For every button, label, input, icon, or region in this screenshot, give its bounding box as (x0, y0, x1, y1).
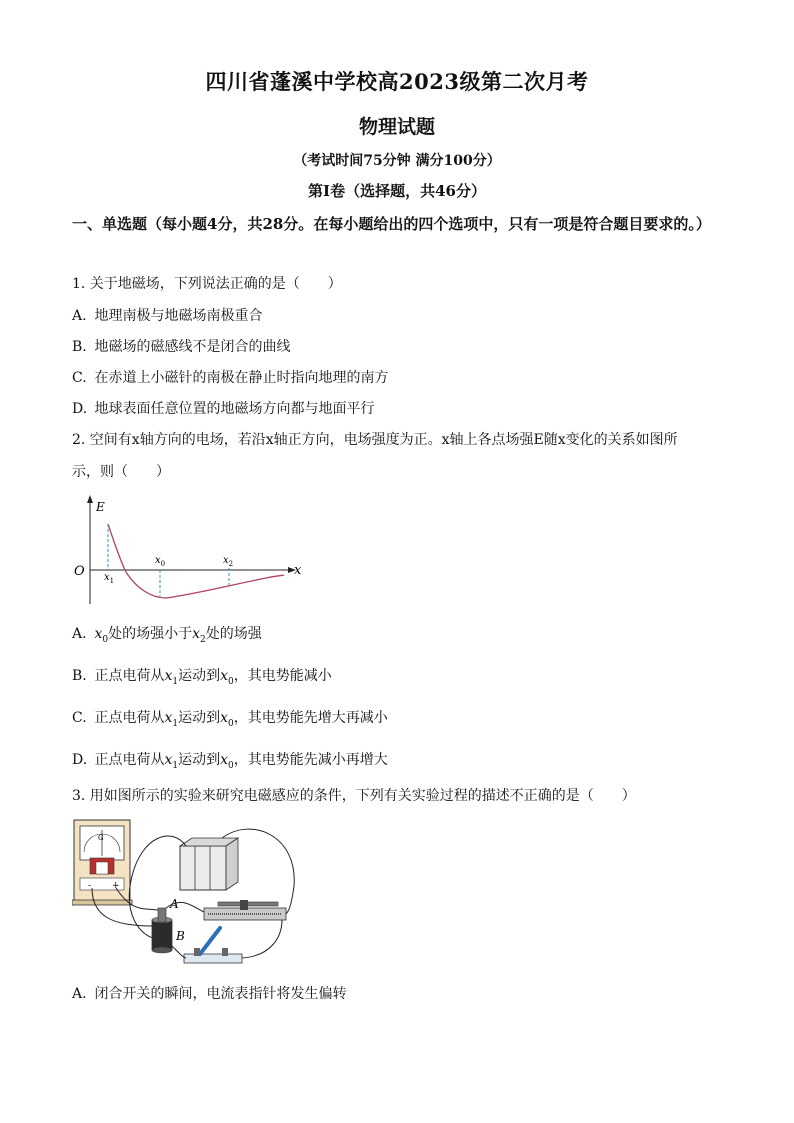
knife-switch (184, 928, 242, 963)
q1-option-d[interactable] (72, 399, 732, 419)
galvanometer (72, 820, 132, 905)
option-text: 地磁场的磁感线不是闭合的曲线 (94, 339, 291, 355)
q1-option-b[interactable] (72, 337, 732, 357)
q1-option-a[interactable] (72, 306, 732, 326)
option-letter: C. (72, 710, 87, 726)
option-text: 地理南极与地磁场南极重合 (94, 308, 263, 324)
option-text: 地球表面任意位置的地磁场方向都与地面平行 (94, 401, 375, 417)
x0-label: $x_0$ (155, 555, 166, 568)
electromagnetic-induction-apparatus (72, 816, 312, 972)
rheostat (204, 900, 286, 920)
section-heading: 一、单选题（每小题4分，共28分。在每小题给出的四个选项中，只有一项是符合题目要求的。） (72, 215, 711, 233)
option-letter: D. (72, 401, 88, 417)
q2-stem-line2: 示，则（ ） (72, 464, 170, 480)
q3-stem: 3. 用如图所示的实验来研究电磁感应的条件，下列有关实验过程的描述不正确的是（ ） (72, 788, 636, 804)
option-letter: B. (72, 339, 87, 355)
q2-stem-line1: 2. 空间有x轴方向的电场，若沿x轴正方向，电场强度为正。x轴上各点场强E随x变化的关系如图所 (72, 432, 678, 448)
option-letter: C. (72, 370, 87, 386)
option-letter: A. (72, 986, 87, 1002)
exam-info: （考试时间75分钟 满分100分） (293, 153, 501, 169)
option-letter: D. (72, 752, 88, 768)
q2-option-c[interactable]: C. 正点电荷从$x_1$运动到$x_0$，其电势能先增大再减小 (72, 710, 388, 729)
x2-label: $x_2$ (223, 555, 234, 568)
option-letter: A. (72, 308, 87, 324)
galvanometer-g-label: G (98, 834, 104, 842)
option-letter: B. (72, 668, 87, 684)
q2-option-b[interactable]: B. 正点电荷从$x_1$运动到$x_0$，其电势能减小 (72, 668, 332, 687)
e-axis-label: E (96, 500, 105, 514)
volume-heading: 第Ⅰ卷（选择题，共46分） (308, 182, 486, 200)
option-text: 闭合开关的瞬间，电流表指针将发生偏转 (94, 986, 347, 1002)
option-letter: A. (72, 626, 87, 642)
subject-title: 物理试题 (358, 116, 435, 138)
e-x-graph (66, 492, 316, 612)
coil-a-label: A (170, 897, 179, 911)
q3-option-a[interactable] (72, 984, 732, 1004)
meter-plus-label: + (112, 881, 120, 891)
field-curve (108, 524, 284, 598)
coil-a-b (152, 897, 185, 953)
e-axis-arrow (87, 495, 93, 503)
q1-option-c[interactable] (72, 368, 732, 388)
q2-option-a[interactable]: A. $x_0$处的场强小于$x_2$处的场强 (72, 626, 262, 645)
exam-title: 四川省蓬溪中学校高2023级第二次月考 (205, 69, 589, 94)
origin-label: O (74, 564, 85, 579)
x1-label: $x_1$ (104, 572, 115, 585)
option-text: 在赤道上小磁针的南极在静止时指向地理的南方 (94, 370, 389, 386)
q2-option-d[interactable]: D. 正点电荷从$x_1$运动到$x_0$，其电势能先减小再增大 (72, 752, 388, 771)
coil-b-label: B (176, 929, 185, 943)
meter-minus-label: - (88, 881, 92, 891)
battery-pack (180, 838, 238, 890)
x-axis-label: x (294, 563, 302, 578)
q1-stem: 1. 关于地磁场，下列说法正确的是（ ） (72, 276, 342, 292)
